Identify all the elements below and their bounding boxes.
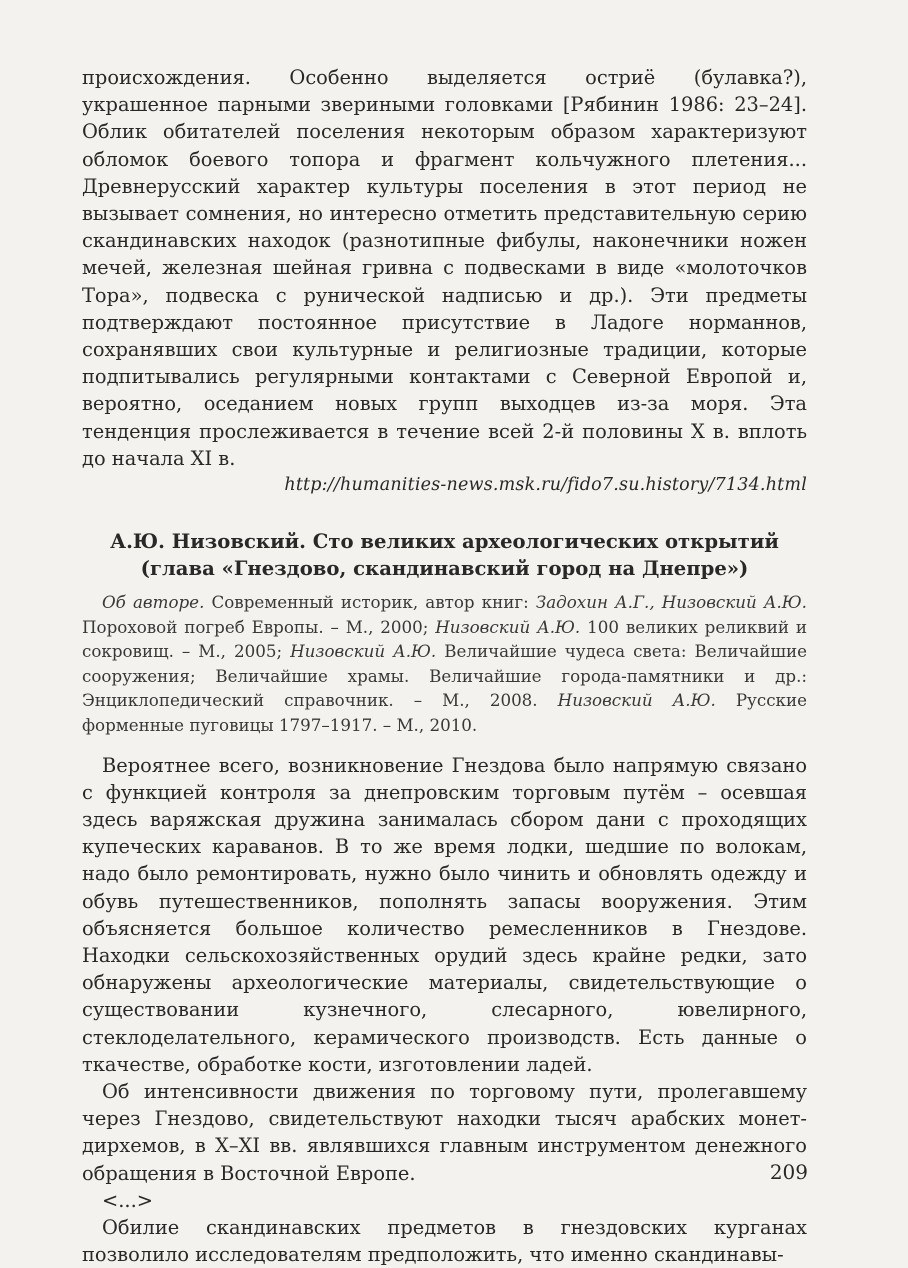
about-author-names-4: Низовский А.Ю. — [557, 690, 716, 711]
about-text-5: Русские форменные пуговицы 1797–1917. – М., 2010. — [82, 690, 807, 736]
section-heading-line2: (глава «Гнездово, скандинавский город на Днепре») — [140, 557, 749, 581]
continuation-paragraph: происхождения. Особенно выделяется остриё (булавка?), украшенное парными звериными головками [Рябинин 1986: 23–24]. Облик обитателей поселения некоторым образом характеризуют обломок боевого топора и фрагмент кольчужного плетения... Древнерусский характер культуры поселения в этот период не вызывает сомнения, но интересно отметить представительную серию скандинавских находок (разнотипные фибулы, наконечники ножен мечей, железная шейная гривна с подвесками в виде «молоточков Тора», подвеска с рунической надписью и др.). Эти предметы подтверждают постоянное присутствие в Ладоге норманнов, сохранявших свои культурные и религиозные традиции, которые подпитывались регулярными контактами с Северной Европой и, вероятно, оседанием новых групп выходцев из-за моря. Эта тенденция прослеживается в течение всей 2-й половины X в. вплоть до начала XI в. — [82, 66, 807, 470]
about-author-names-1: Задохин А.Г., Низовский А.Ю. — [535, 592, 807, 613]
paragraph-1: Вероятнее всего, возникновение Гнездова было напрямую связано с функцией контроля за днепровским торговым путём – осевшая здесь варяжская дружина занималась сбором дани с проходящих купеческих караванов. В то же время лодки, шедшие по волокам, надо было ремонтировать, нужно было чинить и обновлять одежду и обувь путешественников, пополнять запасы вооружения. Этим объясняется большое количество ремесленников в Гнездове. Находки сельскохозяйственных орудий здесь крайне редки, зато обнаружены археологические материалы, свидетельствующие о существовании кузнечного, слесарного, ювелирного, стеклоделательного, керамического производств. Есть данные о ткачестве, обработке кости, изготовлении ладей. — [82, 753, 807, 1076]
section-heading — [82, 528, 807, 582]
about-text-1: Современный историк, автор книг: — [204, 592, 536, 613]
about-text-2: Пороховой погреб Европы. – М., 2000; — [82, 616, 436, 637]
about-author-names-2: Низовский А.Ю. — [435, 616, 581, 637]
about-text-3: 100 великих реликвий и сокровищ. – М., 2005; — [82, 616, 807, 662]
section-heading-line1: А.Ю. Низовский. Сто великих археологических открытий — [110, 530, 779, 554]
paragraph-2: Об интенсивности движения по торговому пути, пролегавшему через Гнездово, свидетельствуют находки тысяч арабских монет-дирхемов, в X–XI вв. являвшихся главным инструментом денежного обращения в Восточной Европе. — [82, 1080, 807, 1185]
about-label: Об авторе. — [102, 592, 205, 613]
about-text-4: Величайшие чудеса света: Величайшие сооружения; Величайшие храмы. Величайшие города-памятники и др.: Энциклопедический справочник. – М., 2008. — [82, 641, 807, 711]
page-content — [82, 64, 807, 1268]
paragraph-3: Обилие скандинавских предметов в гнездовских курганах позволило исследователям предположить, что именно скандинавы- — [82, 1216, 807, 1267]
omission-mark: <...> — [102, 1188, 153, 1212]
page-number: 209 — [769, 1160, 808, 1184]
source-url: http://humanities-news.msk.ru/fido7.su.history/7134.html — [284, 475, 807, 496]
about-author — [82, 590, 807, 738]
about-author-names-3: Низовский А.Ю. — [290, 641, 437, 662]
